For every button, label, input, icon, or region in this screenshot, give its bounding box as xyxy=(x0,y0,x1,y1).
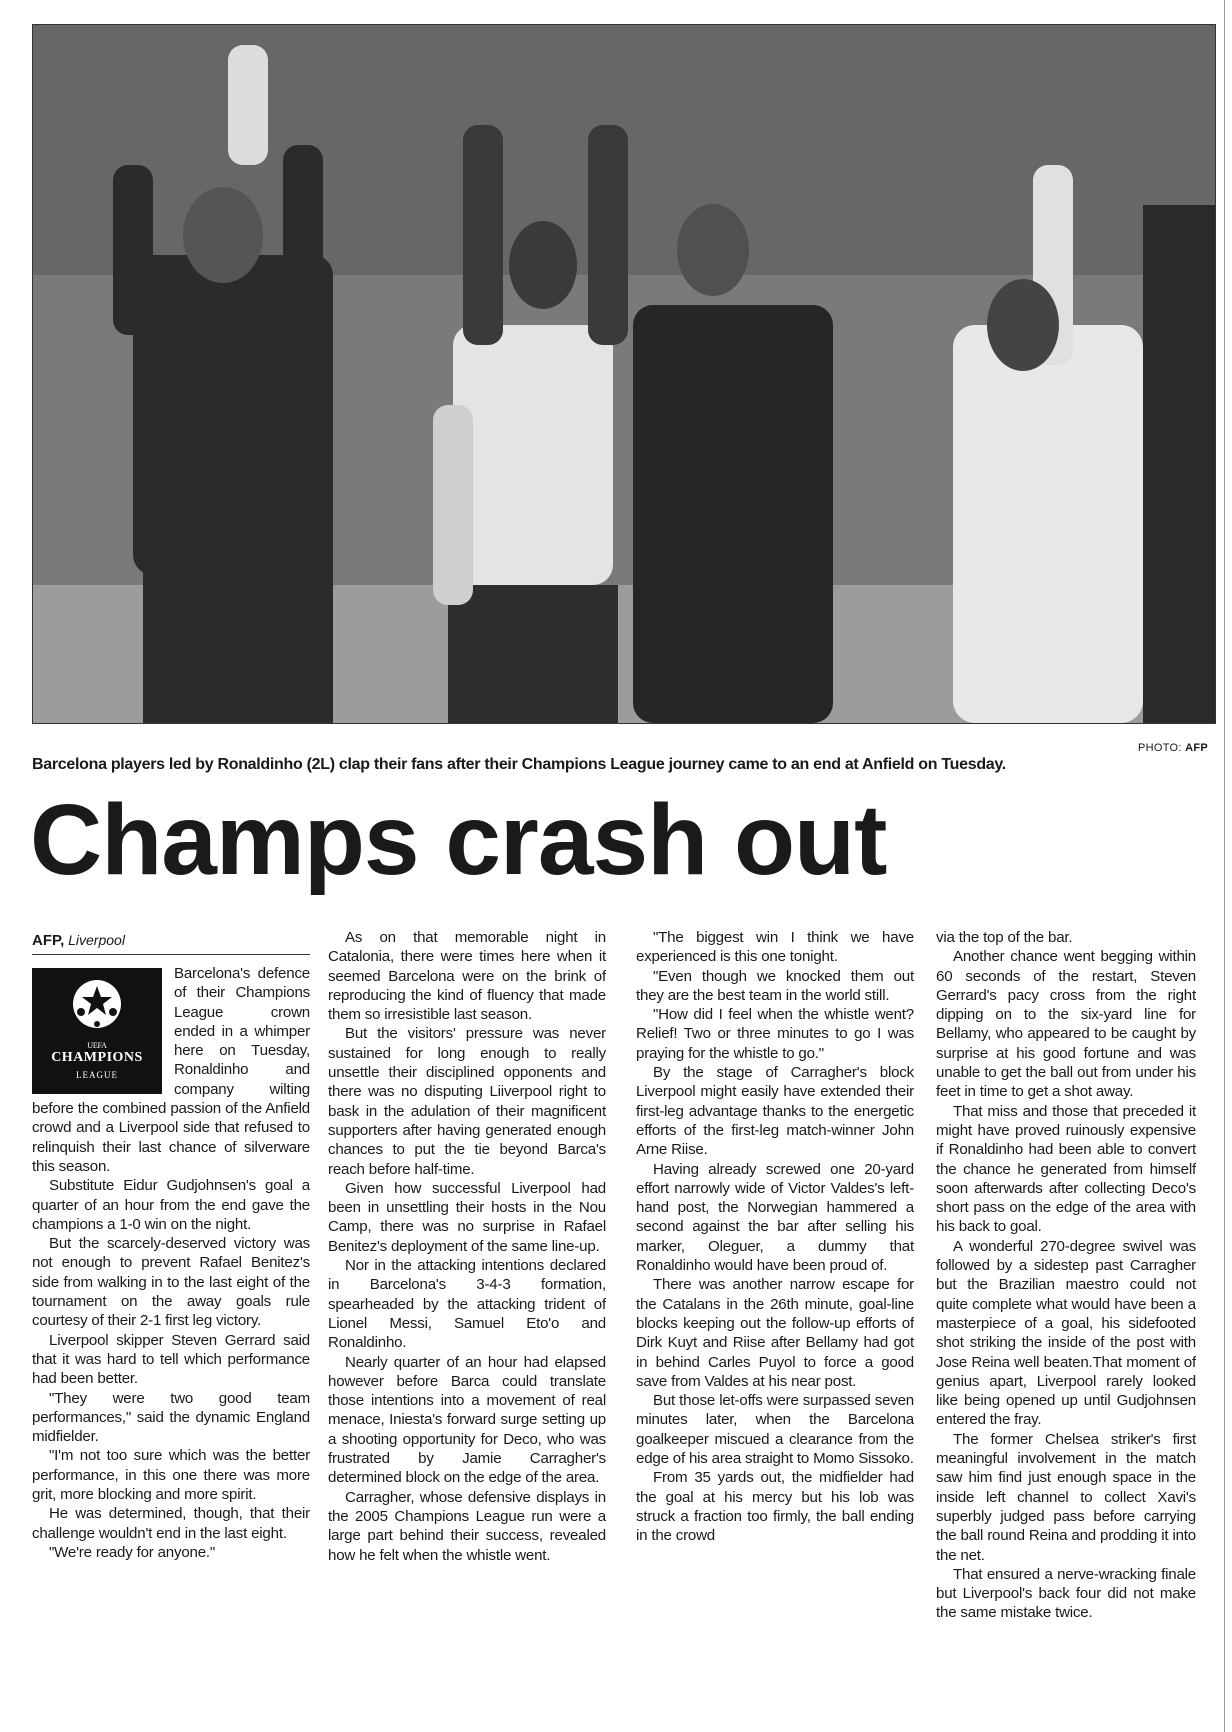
article-paragraph: A wonderful 270-degree swivel was followed by a sidestep past Carragher but the Brazilian maestro could not quite complete what would have been a masterpiece of a goal, his sidefooted shot striking the inside of the post with Jose Reina well beaten.That moment of genius apart, Liverpool rarely looked like being opened up until Gudjohnsen entered the fray. xyxy=(936,1237,1196,1429)
article-paragraph: He was determined, though, that their challenge wouldn't end in the last eight. xyxy=(32,1505,310,1542)
article-paragraph: Substitute Eidur Gudjohnsen's goal a quarter of an hour from the end gave the champions a 1-0 win on the night. xyxy=(32,1177,310,1233)
article-paragraph: But those let-offs were surpassed seven minutes later, when the Barcelona goalkeeper miscued a clearance from the edge of his area straight to Momo Sissoko. xyxy=(636,1392,914,1468)
byline-location: Liverpool xyxy=(68,932,125,948)
article-paragraph: The former Chelsea striker's first meaningful involvement in the match saw him find just enough space in the inside left channel to collect Xavi's superbly judged pass before carrying the ball round Reina and prodding it into the net. xyxy=(936,1430,1196,1564)
article-paragraph: "I'm not too sure which was the better performance, in this one there was more grit, more blocking and more spirit. xyxy=(32,1447,310,1504)
column-rule xyxy=(1224,0,1225,1732)
starball-icon xyxy=(71,978,123,1030)
logo-league-text: LEAGUE xyxy=(76,1070,118,1080)
article-paragraph: From 35 yards out, the midfielder had the goal at his mercy but his lob was struck a fraction too firmly, the ball ending in the crowd xyxy=(636,1469,914,1545)
article-paragraph: That ensured a nerve-wracking finale but Liverpool's back four did not make the same mistake twice. xyxy=(936,1565,1196,1622)
article-column-2 xyxy=(328,928,606,1718)
photo-caption: Barcelona players led by Ronaldinho (2L) clap their fans after their Champions League journey came to an end at Anfield on Tuesday. xyxy=(32,756,1006,773)
column-2-paragraphs xyxy=(328,928,606,1565)
article-paragraph: via the top of the bar. xyxy=(936,929,1073,946)
article-paragraph: That miss and those that preceded it might have proved ruinously expensive if Ronaldinho had been able to convert the chance he generated from himself soon afterwards after collecting Deco's short pass on the edge of the area with his back to goal. xyxy=(936,1102,1196,1236)
article-paragraph: "Even though we knocked them out they are the best team in the world still. xyxy=(636,967,914,1004)
column-3-paragraphs xyxy=(636,928,914,1546)
article-paragraph: As on that memorable night in Catalonia, there were times here when it seemed Barcelona were on the brink of reproducing the kind of fluency that made them so irresistible last season. xyxy=(328,929,606,1024)
article-column-4 xyxy=(936,928,1196,1718)
article-paragraph: Liverpool skipper Steven Gerrard said that it was hard to tell which performance had been better. xyxy=(32,1331,310,1388)
article-paragraph: Another chance went begging within 60 seconds of the restart, Steven Gerrard's pacy cross from the right dipping on to the six-yard line for Bellamy, who appeared to be caught by surprise at his good fortune and was unable to get the ball out from under his feet in time to get a shot away. xyxy=(936,948,1196,1101)
article-paragraph: Having already screwed one 20-yard effort narrowly wide of Victor Valdes's left-hand post, the Norwegian hammered a second against the bar after selling his marker, Oleguer, a dummy that Ronaldinho would have been proud of. xyxy=(636,1160,914,1275)
article-paragraph: Nor in the attacking intentions declared in Barcelona's 3-4-3 formation, spearheaded by the attacking trident of Lionel Messi, Samuel Eto'o and Ronaldinho. xyxy=(328,1257,606,1352)
article-paragraph: Nearly quarter of an hour had elapsed however before Barca could translate those intentions into a movement of real menace, Iniesta's forward surge setting up a shooting opportunity for Deco, who was frustrated by Jamie Carragher's determined block on the edge of the area. xyxy=(328,1353,606,1487)
photo-credit-label: PHOTO: xyxy=(1137,742,1182,754)
photo-credit xyxy=(1138,742,1208,754)
article-paragraph: There was another narrow escape for the Catalans in the 26th minute, goal-line blocks keeping out the follow-up efforts of Dirk Kuyt and Riise after Bellamy had got in behind Carles Puyol to force a good save from Valdes at his near post. xyxy=(636,1276,914,1390)
article-paragraph: Carragher, whose defensive displays in the 2005 Champions League run were a large part behind their success, revealed how he felt when the whistle went. xyxy=(328,1488,606,1564)
article-paragraph: "How did I feel when the whistle went? Relief! Two or three minutes to go I was praying for the whistle to go." xyxy=(636,1006,914,1062)
headline: Champs crash out xyxy=(30,784,887,896)
article-column-3 xyxy=(636,928,914,1718)
article-paragraph: But the visitors' pressure was never sustained for long enough to really unsettle their disciplined opponents and there was no disputing Liiverpool right to bask in the adulation of their magnificent supporters after having generated enough chances to put the tie beyond Barca's reach before half-time. xyxy=(328,1025,606,1178)
article-paragraph: Given how successful Liverpool had been in unsettling their hosts in the Nou Camp, there was no surprise in Rafael Benitez's deployment of the same line-up. xyxy=(328,1179,606,1255)
article-paragraph: "We're ready for anyone." xyxy=(49,1543,216,1561)
byline-source: AFP, xyxy=(32,932,65,949)
article-column-1 xyxy=(32,964,310,1720)
news-photo xyxy=(32,24,1216,724)
logo-champions-text: CHAMPIONS xyxy=(51,1050,143,1065)
players-clapping-photo xyxy=(33,25,1215,723)
logo-uefa-text: UEFA xyxy=(87,1041,107,1050)
article-paragraph: By the stage of Carragher's block Liverpool might easily have extended their first-leg advantage thanks to the energetic efforts of the first-leg match-winner John Arne Riise. xyxy=(636,1064,914,1159)
photo-credit-source: AFP xyxy=(1185,742,1208,754)
article-paragraph: But the scarcely-deserved victory was not enough to prevent Rafael Benitez's side from walking in to the last eight of the tournament on the away goals rule courtesy of their 2-1 first leg victory. xyxy=(32,1235,310,1330)
article-paragraph: Barcelona's defence of their Champions League crown ended in a whimper here on Tuesday, Ronaldinho and company wilting before the combined passion of the Anfield crowd and a Liverpool side that refused to relinquish their last chance of silverware this season. xyxy=(32,965,310,1175)
article-paragraph: "They were two good team performances," said the dynamic England midfielder. xyxy=(32,1389,310,1446)
champions-league-logo xyxy=(32,968,162,1094)
column-4-paragraphs xyxy=(936,928,1196,1623)
article-paragraph: "The biggest win I think we have experienced is this one tonight. xyxy=(636,929,914,966)
byline xyxy=(32,932,310,955)
